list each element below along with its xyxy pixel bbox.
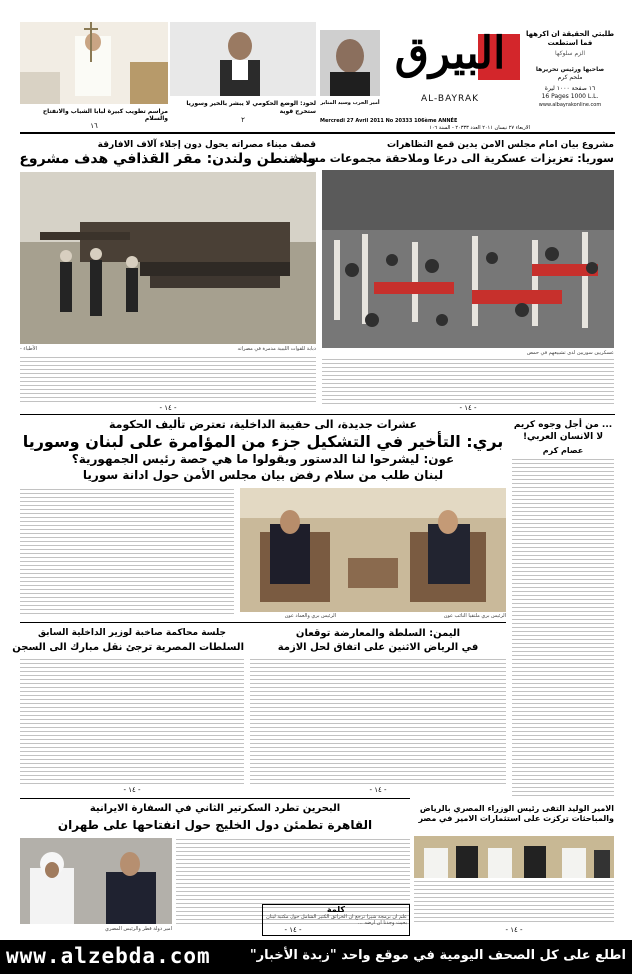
date-line-ar: الاربعاء ٢٧ نيسان ٢٠١١ العدد ٢٠٣٣٣ - السنة ١٠٦ xyxy=(429,125,530,131)
slogan-sub: الزم سلوكها xyxy=(555,50,585,57)
egypt-headline-2: السلطات المصرية ترجئ نقل مبارك الى السجن xyxy=(12,642,244,653)
portrait-photo xyxy=(320,30,380,96)
teaser-caption: لحود: الوضع الحكومي لا يبشر بالخير وسوريا ستخرج قوية xyxy=(186,100,316,115)
yemen-headline-2: في الرياض الاثنين على اتفاق لحل الازمة xyxy=(277,642,479,653)
pages-price-en: 16 Pages 1000 L.L. xyxy=(541,93,599,100)
egypt-headline-1: جلسة محاكمة صاخبة لوزير الداخلية السابق xyxy=(37,628,226,638)
teaser-3[interactable] xyxy=(20,22,168,132)
logo-latin: AL-BAYRAK xyxy=(420,94,480,104)
waleed-page-ref: - ١٤ - xyxy=(505,926,523,934)
teaser-caption: مراسم تطويب كبيرة لبابا الشباب والانفتاح والسلام xyxy=(42,108,168,122)
box-kalima xyxy=(262,904,410,936)
libya-body-text xyxy=(20,356,316,404)
main-headline-1: بري: التأخير في التشكيل جزء من المؤامرة على لبنان وسوريا xyxy=(22,432,504,451)
egypt-body-text xyxy=(20,658,244,786)
main-body-text-left xyxy=(20,488,234,616)
syria-page-ref: - ١٤ - xyxy=(459,404,477,412)
teaser-photo xyxy=(170,22,316,96)
waleed-headline: الامير الوليد التقى رئيس الوزراء المصري بالرياض والمباحثات تركزت على استثمارات الامير في مصر xyxy=(418,804,614,823)
logo-arabic: البيرق xyxy=(394,28,506,79)
column-body-text xyxy=(512,458,614,798)
syria-headline: سوريا: تعزيزات عسكرية الى درعا وملاحقة مجموعات مسلحة xyxy=(288,152,614,165)
syria-photo-caption: عسكريين سوريين لدى تشييعهم في حمص xyxy=(526,350,614,356)
libya-photo-caption: دبابة للقوات الليبية مدمرة في مصراته xyxy=(237,346,316,352)
bahrain-photo xyxy=(20,838,172,924)
footer-banner[interactable] xyxy=(0,940,632,974)
footer-domain[interactable]: www.alzebda.com xyxy=(6,944,211,968)
footer-slogan: اطلع على كل الصحف اليومية في موقع واحد "زبدة الأخبار" xyxy=(249,948,626,963)
main-headline-3: لبنان طلب من سلام رفض بيان مجلس الأمن حول ادانة سوريا xyxy=(82,468,444,482)
syria-funeral-photo xyxy=(322,170,614,348)
masthead-rule xyxy=(20,132,615,134)
main-photo-caption-2: الرئيس بري والعماد عون xyxy=(284,613,336,619)
website: www.albayrakonline.com xyxy=(538,102,602,108)
lower-rule xyxy=(20,622,506,623)
bahrain-page-ref: - ١٤ - xyxy=(284,926,302,934)
waleed-photo xyxy=(414,836,614,878)
main-kicker: عشرات جديدة، الى حقيبة الداخلية، تعترض تأليف الحكومة xyxy=(109,418,417,431)
logo xyxy=(380,24,520,110)
teaser-page: ٢ xyxy=(241,116,245,124)
box-text: علم ان برمجة شيرا ترجع ان الحرائق الكثير الشامل حول مكتبة لبنان بحيث وجدنا ان ارضه ... xyxy=(266,914,407,926)
main-meeting-photo xyxy=(240,488,506,612)
syria-body-text xyxy=(322,358,614,404)
teaser-2[interactable] xyxy=(170,22,316,126)
main-headline-2: عون: ليشرحوا لنا الدستور ويقولوا ما هي حصة رئيس الجمهورية؟ xyxy=(71,452,455,466)
column-author: عصام كرم xyxy=(542,446,584,455)
yemen-body-text xyxy=(250,658,506,786)
date-line: Mercredi 27 Avril 2011 No 20333 106ème ANNÉE xyxy=(320,118,458,124)
libya-headline: واشنطن ولندن: مقر القذافي هدف مشروع xyxy=(19,151,316,167)
yemen-page-ref: - ١٤ - xyxy=(369,786,387,794)
egypt-page-ref: - ١٤ - xyxy=(123,786,141,794)
libya-tank-photo xyxy=(20,172,316,344)
bottom-rule xyxy=(20,798,410,799)
waleed-body-text xyxy=(414,880,614,924)
teaser-portrait-1[interactable] xyxy=(320,30,380,110)
teaser-page: ١٦ xyxy=(90,122,98,130)
masthead xyxy=(20,22,615,132)
founder-line2: ملحم كرم xyxy=(557,74,583,81)
libya-page-ref: - ١٤ - xyxy=(159,404,177,412)
bahrain-headline-1: البحرين تطرد السكرتير الثاني في السفارة الايرانية xyxy=(89,803,341,814)
syria-kicker: مشروع بيان امام مجلس الامن يدين قمع التظاهرات xyxy=(386,140,614,150)
column-headline: لا الانسان العربي! xyxy=(522,432,604,442)
yemen-headline-1: اليمن: السلطة والمعارضة توقعان xyxy=(295,628,461,639)
main-photo-caption: الرئيس بري ملتقيا النائب عون xyxy=(443,613,506,619)
slogan-top: طلبتي الحقيقة ان اكرهها فما استطعت xyxy=(525,30,615,47)
teaser-caption: أمير الحرب وسيد المنابر xyxy=(320,100,380,106)
pages-price-ar: ١٦ صفحة ١٠٠٠ ليرة xyxy=(544,85,596,92)
mid-rule xyxy=(20,414,615,415)
column-kicker: ... من أجل وجوه كريم xyxy=(513,420,613,430)
libya-kicker: قصف ميناء مصراته يحول دون إجلاء آلاف الافارقة xyxy=(97,140,316,150)
box-title: كلمة xyxy=(326,905,346,914)
founder-line1: صاحبها ورئيس تحريرها xyxy=(535,66,605,73)
libya-photo-credit: - الأطباء xyxy=(20,346,38,352)
bahrain-headline-2: القاهرة تطمئن دول الخليج حول انفتاحها على طهران xyxy=(57,818,373,832)
bahrain-photo-caption: امير دولة قطر والرئيس المصري xyxy=(105,926,172,932)
pope-photo xyxy=(20,22,168,104)
